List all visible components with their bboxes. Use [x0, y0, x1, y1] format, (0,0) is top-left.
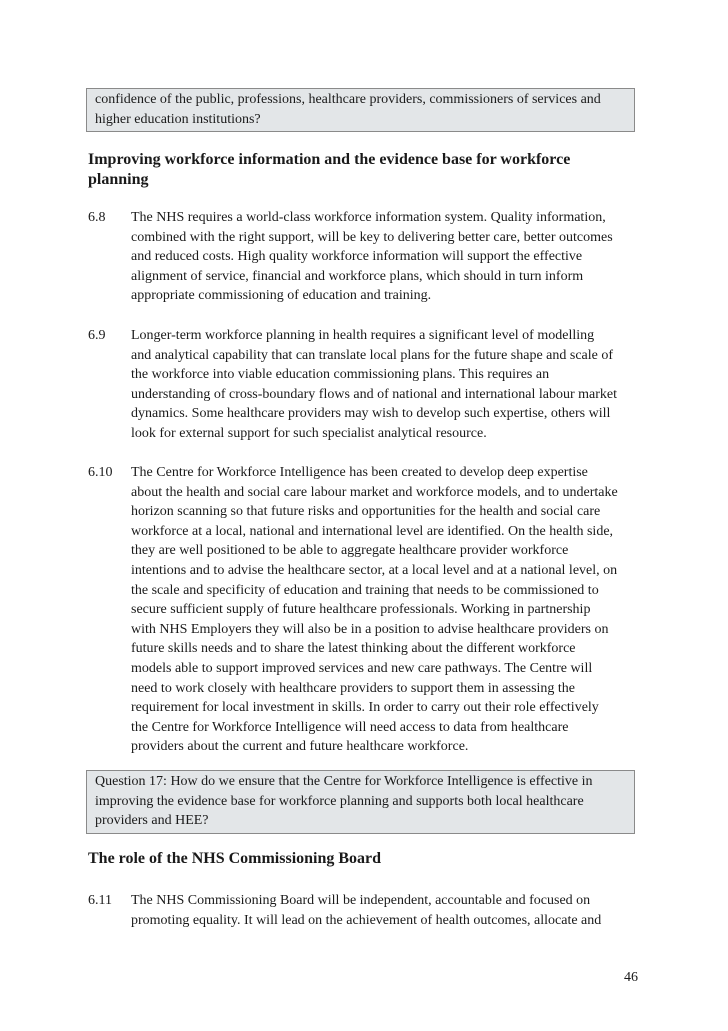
text-line: about the health and social care labour market and workforce models, and to undertake — [131, 484, 618, 500]
text-line: the workforce into viable education commissioning plans. This requires an — [131, 367, 550, 383]
text-line: with NHS Employers they will also be in a position to advise healthcare providers on — [131, 621, 609, 637]
text-line: combined with the right support, will be key to delivering better care, better outcomes — [131, 229, 613, 245]
paragraph-number: 6.11 — [88, 893, 112, 908]
section-heading-board — [88, 849, 381, 869]
text-line: providers about the current and future healthcare workforce. — [131, 739, 469, 755]
paragraph-number: 6.9 — [88, 328, 106, 343]
text-line: the Centre for Workforce Intelligence will need access to data from healthcare — [131, 719, 569, 735]
text-line: alignment of service, financial and workforce plans, which should in turn inform — [131, 268, 584, 284]
text-line: higher education institutions? — [95, 111, 261, 127]
paragraph-number: 6.10 — [88, 465, 113, 480]
text-line: promoting equality. It will lead on the achievement of health outcomes, allocate and — [131, 912, 602, 928]
text-line: need to work closely with healthcare providers to support them in assessing the — [131, 680, 576, 696]
text-line: appropriate commissioning of education and training. — [131, 288, 432, 304]
text-line: providers and HEE? — [95, 813, 209, 828]
text-line: The NHS Commissioning Board will be independent, accountable and focused on — [131, 893, 591, 908]
question-box-top — [86, 88, 635, 132]
text-line: dynamics. Some healthcare providers may wish to develop such expertise, others will — [131, 406, 611, 422]
text-line: requirement for local investment in skills. In order to carry out their role effectively — [131, 700, 599, 716]
paragraph-body — [131, 208, 613, 306]
text-line: understanding of cross-boundary flows and of national and international labour market — [131, 386, 617, 402]
text-line: The Centre for Workforce Intelligence has been created to develop deep expertise — [131, 465, 588, 480]
paragraph-body — [131, 326, 617, 444]
paragraph-number: 6.8 — [88, 210, 106, 225]
text-line: and reduced costs. High quality workforce information will support the effective — [131, 249, 583, 265]
text-line: and analytical capability that can translate local plans for the future shape and scale of — [131, 347, 614, 363]
text-line: The NHS requires a world-class workforce information system. Quality information, — [131, 210, 606, 225]
paragraph-body — [131, 891, 601, 930]
text-line: look for external support for such specialist analytical resource. — [131, 425, 487, 441]
text-line: they are well positioned to be able to aggregate healthcare provider workforce — [131, 543, 569, 559]
text-line: models able to support improved services and new care pathways. The Centre will — [131, 660, 593, 676]
paragraph-body — [131, 463, 618, 757]
heading-line: The role of the NHS Commissioning Board — [88, 850, 382, 867]
text-line: confidence of the public, professions, healthcare providers, commissioners of services and — [95, 92, 601, 107]
section-heading-workforce — [88, 150, 570, 190]
heading-line: Improving workforce information and the evidence base for workforce — [88, 151, 571, 168]
heading-line: planning — [88, 171, 149, 188]
page-number: 46 — [624, 970, 638, 985]
text-line: workforce at a local, national and international level are identified. On the health side, — [131, 523, 614, 539]
text-line: Question 17: How do we ensure that the Centre for Workforce Intelligence is effective in — [95, 774, 593, 789]
text-line: future skills needs and to share the latest thinking about the different workforce — [131, 641, 576, 657]
text-line: improving the evidence base for workforce planning and supports both local healthcare — [95, 793, 584, 809]
text-line: secure sufficient supply of future healthcare professionals. Working in partnership — [131, 602, 591, 618]
question-box-17 — [86, 770, 635, 834]
text-line: intentions and to advise the healthcare sector, at a local level and at a national level, on — [131, 562, 618, 578]
text-line: the scale and specificity of education and training that needs to be commissioned to — [131, 582, 599, 598]
text-line: Longer-term workforce planning in health requires a significant level of modelling — [131, 328, 595, 343]
text-line: horizon scanning so that future risks and opportunities for the health and social care — [131, 504, 601, 520]
